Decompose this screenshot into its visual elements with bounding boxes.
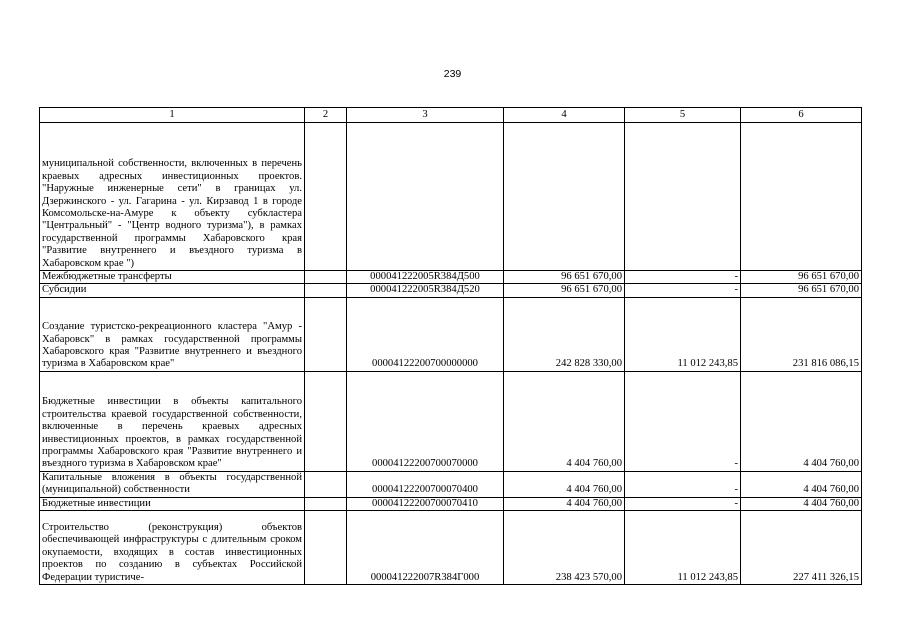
- column-header-4: 4: [504, 108, 625, 123]
- row-code: 00004122200700000000: [347, 297, 504, 371]
- page-number: 239: [443, 68, 462, 80]
- row-value-6: 4 404 760,00: [741, 497, 862, 510]
- row-value-5: -: [625, 284, 741, 297]
- row-value-6: 227 411 326,15: [741, 511, 862, 585]
- row-value-4: [504, 123, 625, 271]
- row-value-6: 4 404 760,00: [741, 371, 862, 471]
- row-value-5: -: [625, 271, 741, 284]
- table-row: [40, 297, 862, 371]
- column-header-6: 6: [741, 108, 862, 123]
- table-row: [40, 371, 862, 471]
- row-column-2: [305, 471, 347, 497]
- row-value-6: [741, 123, 862, 271]
- table-header-row: [40, 108, 862, 123]
- row-value-4: 96 651 670,00: [504, 284, 625, 297]
- row-value-6: 4 404 760,00: [741, 471, 862, 497]
- budget-table: [39, 107, 862, 585]
- row-code: 000041222007R384Г000: [347, 511, 504, 585]
- row-column-2: [305, 123, 347, 271]
- row-column-2: [305, 297, 347, 371]
- row-value-4: 96 651 670,00: [504, 271, 625, 284]
- row-description: Межбюджетные трансферты: [40, 271, 305, 284]
- row-value-5: 11 012 243,85: [625, 511, 741, 585]
- row-value-6: 96 651 670,00: [741, 284, 862, 297]
- row-value-5: -: [625, 497, 741, 510]
- row-description: муниципальной собственности, включенных в перечень краевых адресных инвестиционных проектов. "Наружные инженерные сети" в границах ул. Дзержинского - ул. Гагарина - ул. Кирзавод 1 в городе Комсомольске-на-Амуре к объекту субкластера "Центральный" - "Центр водного туризма"), в рамках государственной программы Хабаровского края "Развитие внутреннего и въездного туризма в Хабаровском крае "): [40, 123, 305, 271]
- table-row: [40, 123, 862, 271]
- row-code: 00004122200700070400: [347, 471, 504, 497]
- column-header-1: 1: [40, 108, 305, 123]
- row-code: 000041222005R384Д500: [347, 271, 504, 284]
- row-column-2: [305, 497, 347, 510]
- row-description: Бюджетные инвестиции: [40, 497, 305, 510]
- table-row: [40, 471, 862, 497]
- row-column-2: [305, 284, 347, 297]
- row-value-4: 4 404 760,00: [504, 371, 625, 471]
- row-code: 00004122200700070000: [347, 371, 504, 471]
- row-value-4: 4 404 760,00: [504, 497, 625, 510]
- row-column-2: [305, 511, 347, 585]
- row-description: Строительство (реконструкция) объектов обеспечивающей инфраструктуры с длительным сроком окупаемости, входящих в состав инвестиционных проектов по созданию в субъектах Российской Федерации туристиче-: [40, 511, 305, 585]
- row-description: Капитальные вложения в объекты государственной (муниципальной) собственности: [40, 471, 305, 497]
- row-description: Субсидии: [40, 284, 305, 297]
- table-row: [40, 497, 862, 510]
- row-value-6: 96 651 670,00: [741, 271, 862, 284]
- row-description: Создание туристско-рекреационного кластера "Амур - Хабаровск" в рамках государственной программы Хабаровского края "Развитие внутреннего и въездного туризма в Хабаровском крае": [40, 297, 305, 371]
- row-value-4: 242 828 330,00: [504, 297, 625, 371]
- row-code: [347, 123, 504, 271]
- row-value-5: -: [625, 371, 741, 471]
- row-code: 000041222005R384Д520: [347, 284, 504, 297]
- column-header-5: 5: [625, 108, 741, 123]
- row-code: 00004122200700070410: [347, 497, 504, 510]
- table-row: [40, 511, 862, 585]
- column-header-3: 3: [347, 108, 504, 123]
- row-value-4: 238 423 570,00: [504, 511, 625, 585]
- row-value-4: 4 404 760,00: [504, 471, 625, 497]
- column-header-2: 2: [305, 108, 347, 123]
- table-row: [40, 284, 862, 297]
- row-value-5: 11 012 243,85: [625, 297, 741, 371]
- row-description: Бюджетные инвестиции в объекты капитального строительства краевой государственной собственности, включенные в перечень краевых адресных инвестиционных проектов, в рамках государственной программы Хабаровского края "Развитие внутреннего и въездного туризма в Хабаровском крае": [40, 371, 305, 471]
- row-column-2: [305, 271, 347, 284]
- table-row: [40, 271, 862, 284]
- row-value-5: [625, 123, 741, 271]
- row-value-5: -: [625, 471, 741, 497]
- row-column-2: [305, 371, 347, 471]
- row-value-6: 231 816 086,15: [741, 297, 862, 371]
